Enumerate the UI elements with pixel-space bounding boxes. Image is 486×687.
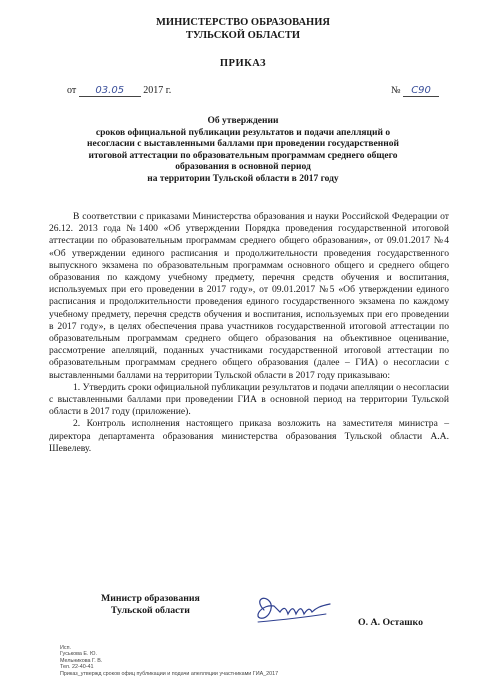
- subject-line: несогласии с выставленными баллами при проведении государственной: [87, 139, 399, 150]
- signatory-position: [101, 593, 200, 617]
- position-line2: Тульской области: [110, 605, 190, 616]
- subject-line: сроков официальной публикации результатов и подачи апелляций о: [95, 127, 391, 138]
- document-type: ПРИКАЗ: [219, 58, 267, 69]
- order-number: [391, 85, 439, 97]
- order-date: [67, 85, 171, 97]
- signatory-name: О. А. Осташко: [358, 617, 423, 628]
- ministry-name-line2: ТУЛЬСКОЙ ОБЛАСТИ: [185, 30, 301, 41]
- order-item-1: 1. Утвердить сроки официальной публикации результатов и подачи апелляции о несогласии с выставленными баллами при проведении ГИА в основной период на территории Тульской области в 2017 году (приложение).: [49, 381, 449, 418]
- date-suffix: 2017 г.: [143, 85, 172, 96]
- order-subject: [0, 116, 486, 186]
- executor-name-2: Мельникова Г. В.: [60, 657, 103, 664]
- date-prefix: от: [67, 85, 77, 96]
- executor-label: Исп.: [60, 645, 71, 651]
- number-prefix: №: [391, 85, 401, 96]
- preamble-paragraph: В соответствии с приказами Министерства образования и науки Российской Федерации от 26.12. 2013 года №1400 «Об утверждении Порядка проведения государственной итоговой аттестации по образовательным программам среднего общего образования», от 09.01.2017 №4 «Об утверждении единого расписания и продолжительности проведения государственного выпускного экзамена по образовательным программам основного общего и среднего общего образования по каждому учебному предмету, перечня средств обучения и воспитания, используемых при его проведении в 2017 году», от 09.01.2017 №5 «Об утверждении единого расписания и продолжительности проведения единого государственного экзамена по каждому учебному предмету, перечня средств обучения и воспитания, используемых при его проведении в 2017 году», в целях обеспечения права участников государственной итоговой аттестации по образовательным программам среднего общего образования на объективное оценивание, рассмотрение апелляций, поданных участниками государственной итоговой аттестации по образовательным программам среднего общего образования (далее – ГИА) о несогласии с выставленными баллами на территории Тульской области в 2017 году приказываю:: [49, 211, 449, 381]
- ministry-name-line1: МИНИСТЕРСТВО ОБРАЗОВАНИЯ: [156, 17, 330, 28]
- subject-line: Об утверждении: [207, 116, 279, 126]
- file-name: Приказ_утвержд сроков офиц публикации и подачи апелляции участниками ГИА_2017: [60, 670, 279, 677]
- subject-line: на территории Тульской области в 2017 году: [147, 173, 339, 184]
- number-handwritten: С90: [403, 85, 439, 97]
- ministry-header: [0, 16, 486, 42]
- order-item-2: 2. Контроль исполнения настоящего приказа возложить на заместителя министра – директора департамента образования министерства образования Тульской области А.А. Шевелеву.: [49, 418, 449, 454]
- order-body: [49, 211, 449, 455]
- executor-name-1: Гуськова Е. Ю.: [60, 651, 97, 658]
- executor-phone: Тел. 22-40-41: [60, 664, 94, 671]
- subject-line: образования в основной период: [175, 162, 311, 173]
- executor-note: [60, 645, 278, 677]
- handwritten-signature: [250, 590, 335, 630]
- position-line1: Министр образования: [101, 593, 200, 604]
- subject-line: итоговой аттестации по образовательным программам среднего общего: [88, 150, 398, 161]
- date-handwritten: 03.05: [79, 85, 141, 97]
